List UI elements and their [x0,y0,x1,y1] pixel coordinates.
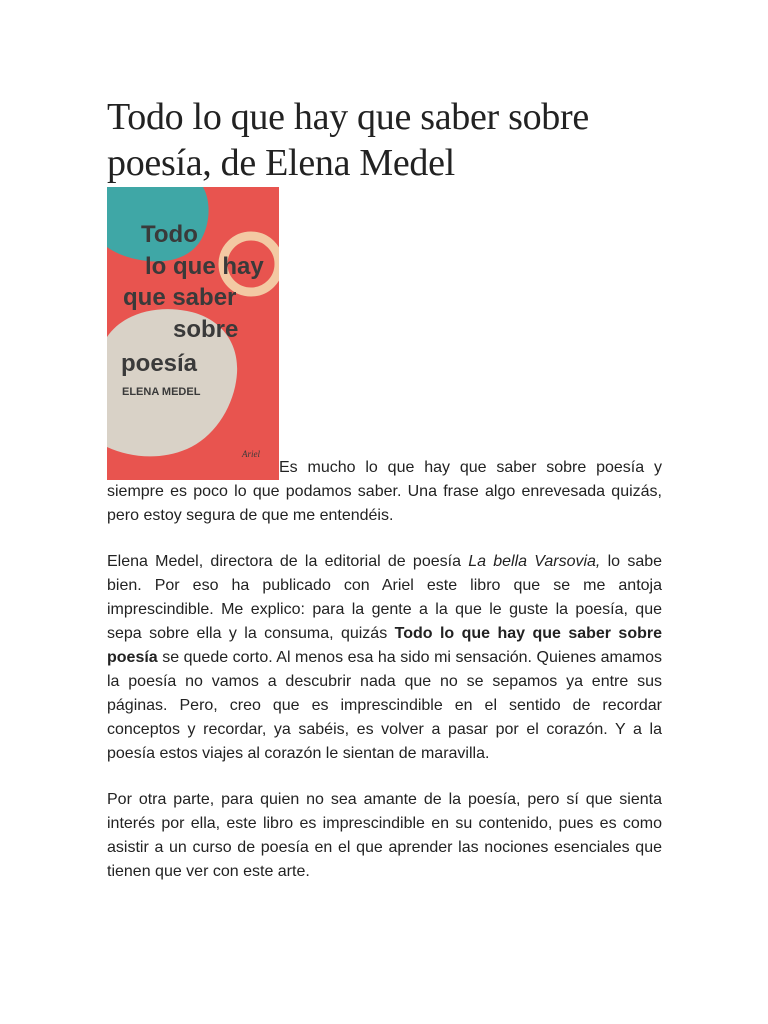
cover-title-line1: Todo [141,221,198,248]
paragraph-2 [107,550,662,766]
paragraph-3 [107,788,662,884]
cover-title-line5: poesía [121,350,198,377]
paragraph-2-italic-publisher: La bella Varsovia, [468,553,601,570]
cover-title-line4: sobre [173,316,239,343]
paragraph-3-text: Por otra parte, para quien no sea amante de la poesía, pero sí que sienta interés por ella, este libro es imprescindible en su contenido, pues es como asistir a un curso de poesía en el que aprender las nociones esenciales que tienen que ver con este arte. [107,791,662,880]
cover-title-line2: lo que hay [145,253,264,280]
article-title: Todo lo que hay que saber sobre poesía, de Elena Medel [107,96,589,184]
article-body [107,187,662,906]
paragraph-1-text: Es mucho lo que hay que saber sobre poesía y siempre es poco lo que podamos saber. Una frase algo enrevesada quizás, pero estoy segura de que me entendéis. [107,459,662,524]
cover-publisher-logo: Ariel [242,449,260,459]
paragraph-2-text-c: se quede corto. Al menos esa ha sido mi sensación. Quienes amamos la poesía no vamos a descubrir nada que no se sepamos ya entre sus páginas. Pero, creo que es imprescindible en el sentido de recordar conceptos y recordar, ya sabéis, es volver a pasar por el corazón. Y a la poesía estos viajes al corazón le sientan de maravilla. [107,649,662,762]
paragraph-2-bold-book-title: Todo lo que hay que saber sobre poesía [107,625,663,666]
book-cover-art [107,187,279,480]
book-cover-image [107,187,279,480]
paragraph-2-text-a: Elena Medel, directora de la editorial de poesía [107,553,469,570]
cover-author: ELENA MEDEL [122,386,201,398]
cover-title-line3: que saber [123,284,237,311]
paragraph-2-text-b: lo sabe bien. Por eso ha publicado con Ariel este libro que se me antoja imprescindible. Me explico: para la gente a la que le guste la poesía, que sepa sobre ella y la consuma, quizás [107,553,663,642]
